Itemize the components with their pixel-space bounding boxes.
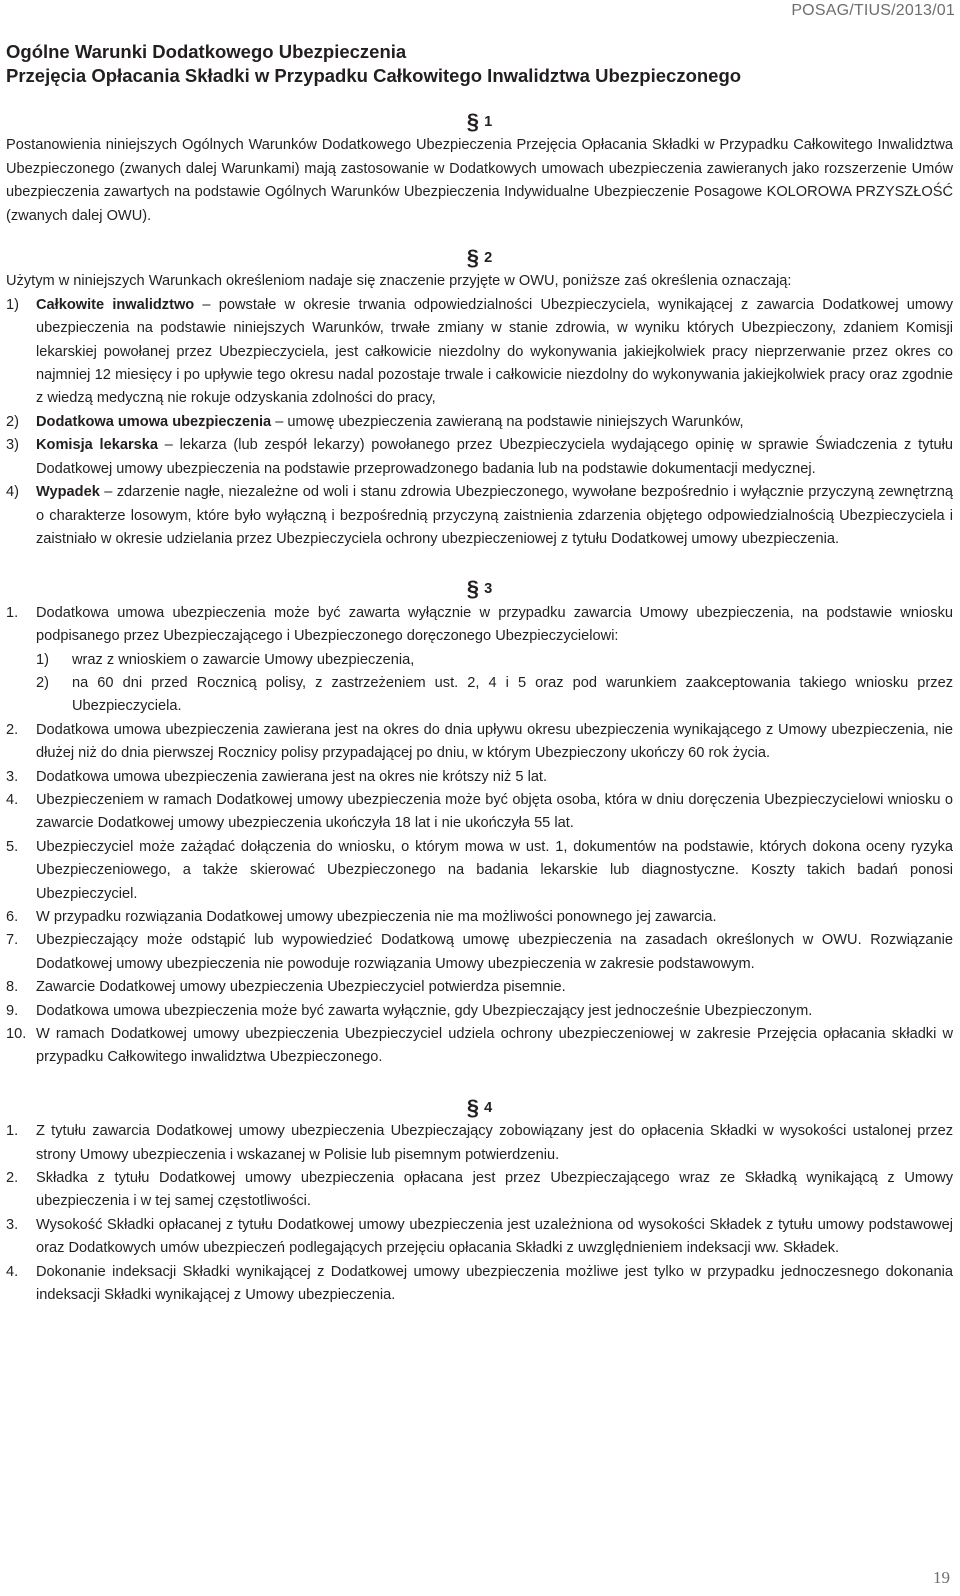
definition-item xyxy=(6,434,953,481)
clause-text: W ramach Dodatkowej umowy ubezpieczenia Ubezpieczyciel udziela ochrony ubezpieczeniowej w zakresie Przejęcia opłacania składki w przypadku Całkowitego inwalidztwa Ubezpieczonego. xyxy=(36,1026,953,1066)
clause-text: Ubezpieczyciel może zażądać dołączenia do wniosku, o którym mowa w ust. 1, dokumentów na podstawie, których dokona oceny ryzyka Ubezpieczeniowego, a także skierować Ubezpieczonego na badania lekarskie lub diagnostyczne. Koszty takich badań ponosi Ubezpieczyciel. xyxy=(36,838,953,902)
clause-text: Ubezpieczeniem w ramach Dodatkowej umowy ubezpieczenia może być objęta osoba, która w dniu doręczenia Ubezpieczycielowi wniosku o zawarcie Dodatkowej umowy ubezpieczenia ukończyła 18 lat i nie ukończyła 55 lat. xyxy=(36,791,953,832)
item-number: 2) xyxy=(6,413,19,430)
clause-text: Z tytułu zawarcia Dodatkowej umowy ubezpieczenia Ubezpieczający zobowiązany jest do opłacenia Składki w wysokości ustalonej przez strony Umowy ubezpieczenia i wskazanej w Polisie lub pisemnym potwierdzeniu. xyxy=(36,1123,953,1163)
title-block xyxy=(6,40,946,88)
clause-item xyxy=(6,1000,953,1023)
clause-item xyxy=(6,929,953,976)
document-title-line-1: Ogólne Warunki Dodatkowego Ubezpieczenia xyxy=(6,41,407,62)
item-number: 4) xyxy=(6,484,19,501)
clause-item xyxy=(6,1023,953,1070)
item-number: 1) xyxy=(36,651,49,668)
definition-text: – lekarza (lub zespół lekarzy) powołanego przez Ubezpieczyciela wydającego opinię w sprawie Świadczenia z tytułu Dodatkowej umowy ubezpieczenia na podstawie przeprowadzonego badania lub na podstawie dokumentacji medycznej. xyxy=(36,437,953,477)
section-symbol: § xyxy=(466,576,480,602)
clause-item xyxy=(6,789,953,836)
definition-item xyxy=(6,294,953,411)
section-heading-4 xyxy=(6,1096,953,1120)
definitions-intro: Użytym w niniejszych Warunkach określeniom nadaje się znaczenie przyjęte w OWU, poniższe zaś określenia oznaczają: xyxy=(6,273,792,290)
clause-text: Dodatkowa umowa ubezpieczenia zawierana jest na okres nie krótszy niż 5 lat. xyxy=(36,768,548,785)
item-number: 8. xyxy=(6,979,19,996)
clause-text: W przypadku rozwiązania Dodatkowej umowy ubezpieczenia nie ma możliwości ponownego jej zawarcia. xyxy=(36,909,717,925)
item-number: 10. xyxy=(6,1026,27,1043)
clause-item xyxy=(6,602,953,649)
clause-item xyxy=(6,906,953,929)
item-number: 1) xyxy=(6,296,19,313)
clause-text: Dodatkowa umowa ubezpieczenia zawierana jest na okres do dnia upływu okresu ubezpieczenia wynikającego z Umowy ubezpieczenia, nie dłużej niż do dnia pierwszej Rocznicy polisy przypadającej po dniu, w którym Ubezpieczony ukończy 60 rok życia. xyxy=(36,721,953,762)
defined-term: Wypadek xyxy=(36,484,100,501)
defined-term: Dodatkowa umowa ubezpieczenia xyxy=(36,413,272,430)
clause-text: Składka z tytułu Dodatkowej umowy ubezpieczenia opłacana jest przez Ubezpieczającego wraz ze Składką wynikającą z Umowy ubezpieczenia i w tej samej częstotliwości. xyxy=(36,1170,953,1210)
clause-text: Wysokość Składki opłacanej z tytułu Dodatkowej umowy ubezpieczenia jest uzależniona od wysokości Składek z tytułu umowy podstawowej oraz Dodatkowych umów ubezpieczeń podlegających przejęciu opłacania Składki z uwzględnieniem indeksacji ww. Składek. xyxy=(36,1216,953,1257)
definition-text: – zdarzenie nagłe, niezależne od woli i stanu zdrowia Ubezpieczonego, wywołane bezpośrednio i wyłącznie przyczyną zewnętrzną o charakterze losowym, które było wyłączną i bezpośrednią przyczyną zaistnienia zdarzenia objętego odpowiedzialnością Ubezpieczyciela i zaistniało w okresie udzielania przez Ubezpieczyciela ochrony ubezpieczeniowej z tytułu Dodatkowej umowy ubezpieczenia. xyxy=(36,484,953,547)
definition-item xyxy=(6,481,953,551)
section-number: 4 xyxy=(484,1099,493,1116)
item-number: 7. xyxy=(6,932,19,949)
item-number: 6. xyxy=(6,909,19,925)
item-number: 1. xyxy=(6,1123,19,1140)
item-number: 5. xyxy=(6,838,19,855)
sub-clause-item xyxy=(6,672,953,719)
clause-item xyxy=(6,719,953,766)
page-number: 19 xyxy=(933,1568,950,1587)
section-symbol: § xyxy=(466,109,480,134)
clause-text: Dodatkowa umowa ubezpieczenia może być zawarta wyłącznie w przypadku zawarcia Umowy ubezpieczenia, na podstawie wniosku podpisanego przez Ubezpieczającego i Ubezpieczonego doręczonego Ubezpieczycielowi: xyxy=(36,604,953,645)
section-number: 1 xyxy=(484,114,493,130)
item-number: 2. xyxy=(6,1170,19,1187)
clause-item xyxy=(6,836,953,906)
item-number: 4. xyxy=(6,791,19,808)
definition-text: – umowę ubezpieczenia zawieraną na podstawie niniejszych Warunków, xyxy=(271,413,744,430)
clause-text: Dokonanie indeksacji Składki wynikającej z Dodatkowej umowy ubezpieczenia możliwe jest tylko w przypadku jednoczesnego dokonania indeksacji Składki wynikającej z Umowy ubezpieczenia. xyxy=(36,1263,953,1304)
clause-item xyxy=(6,976,953,999)
clause-item xyxy=(6,1167,953,1214)
item-number: 1. xyxy=(6,604,19,621)
clause-text: wraz z wnioskiem o zawarcie Umowy ubezpieczenia, xyxy=(72,651,415,668)
clause-text: Ubezpieczający może odstąpić lub wypowiedzieć Dodatkową umowę ubezpieczenia na zasadach określonych w OWU. Rozwiązanie Dodatkowej umowy ubezpieczenia nie powoduje rozwiązania Umowy ubezpieczenia w zakresie podstawowym. xyxy=(36,932,953,972)
section-heading-3 xyxy=(6,577,953,601)
document-body xyxy=(6,110,953,1308)
item-number: 9. xyxy=(6,1002,19,1019)
definition-text: – powstałe w okresie trwania odpowiedzialności Ubezpieczyciela, wynikającej z zawarcia Dodatkowej umowy ubezpieczenia na podstawie niniejszych Warunków, trwałe zmiany w stanie zdrowia, w wyniku których Ubezpieczony, zdaniem Komisji lekarskiej powołanej przez Ubezpieczyciela, jest całkowicie niezdolny do wykonywania jakiejkolwiek pracy nieprzerwanie przez okres co najmniej 12 miesięcy i po upływie tego okresu nadal pozostaje trwale i całkowicie niezdolny do wykonywania jakiejkolwiek pracy oraz zgodnie z wiedzą medyczną nie rokuje odzyskania zdolności do pracy, xyxy=(36,296,953,407)
clause-text: Dodatkowa umowa ubezpieczenia może być zawarta wyłącznie, gdy Ubezpieczający jest jednocześnie Ubezpieczonym. xyxy=(36,1002,813,1019)
item-number: 2. xyxy=(6,721,19,738)
section-number: 3 xyxy=(484,581,493,598)
item-number: 3. xyxy=(6,1216,19,1233)
section-symbol: § xyxy=(466,245,480,271)
clause-text: na 60 dni przed Rocznicą polisy, z zastrzeżeniem ust. 2, 4 i 5 oraz pod warunkiem zaakceptowania takiego wniosku przez Ubezpieczyciela. xyxy=(72,674,953,715)
clause-item xyxy=(6,1261,953,1308)
section-symbol: § xyxy=(466,1094,480,1120)
clause-item xyxy=(6,1214,953,1261)
document-reference: POSAG/TIUS/2013/01 xyxy=(791,2,955,19)
defined-term: Całkowite inwalidztwo xyxy=(36,296,195,313)
clause-item xyxy=(6,766,953,789)
sub-clause-item xyxy=(6,649,953,672)
document-title-line-2: Przejęcia Opłacania Składki w Przypadku Całkowitego Inwalidztwa Ubezpieczonego xyxy=(6,65,742,86)
item-number: 4. xyxy=(6,1263,19,1280)
defined-term: Komisja lekarska xyxy=(36,437,158,454)
definition-item xyxy=(6,411,953,434)
section-number: 2 xyxy=(484,250,493,267)
item-number: 3. xyxy=(6,768,19,785)
section-heading-1 xyxy=(6,110,953,134)
section-heading-2 xyxy=(6,246,953,270)
item-number: 2) xyxy=(36,674,49,691)
item-number: 3) xyxy=(6,437,19,454)
clause-item xyxy=(6,1120,953,1167)
clause-text: Zawarcie Dodatkowej umowy ubezpieczenia Ubezpieczyciel potwierdza pisemnie. xyxy=(36,979,566,996)
section-1-text: Postanowienia niniejszych Ogólnych Warunków Dodatkowego Ubezpieczenia Przejęcia Opłacania Składki w Przypadku Całkowitego Inwalidztwa Ubezpieczonego (zwanych dalej Warunkami) mają zastosowanie w Dodatkowych umowach ubezpieczenia zawieranych jako rozszerzenie Umów ubezpieczenia zawartych na podstawie Ogólnych Warunków Ubezpieczenia Indywidualne Ubezpieczenie Posagowe KOLOROWA PRZYSZŁOŚĆ (zwanych dalej OWU). xyxy=(6,137,953,224)
